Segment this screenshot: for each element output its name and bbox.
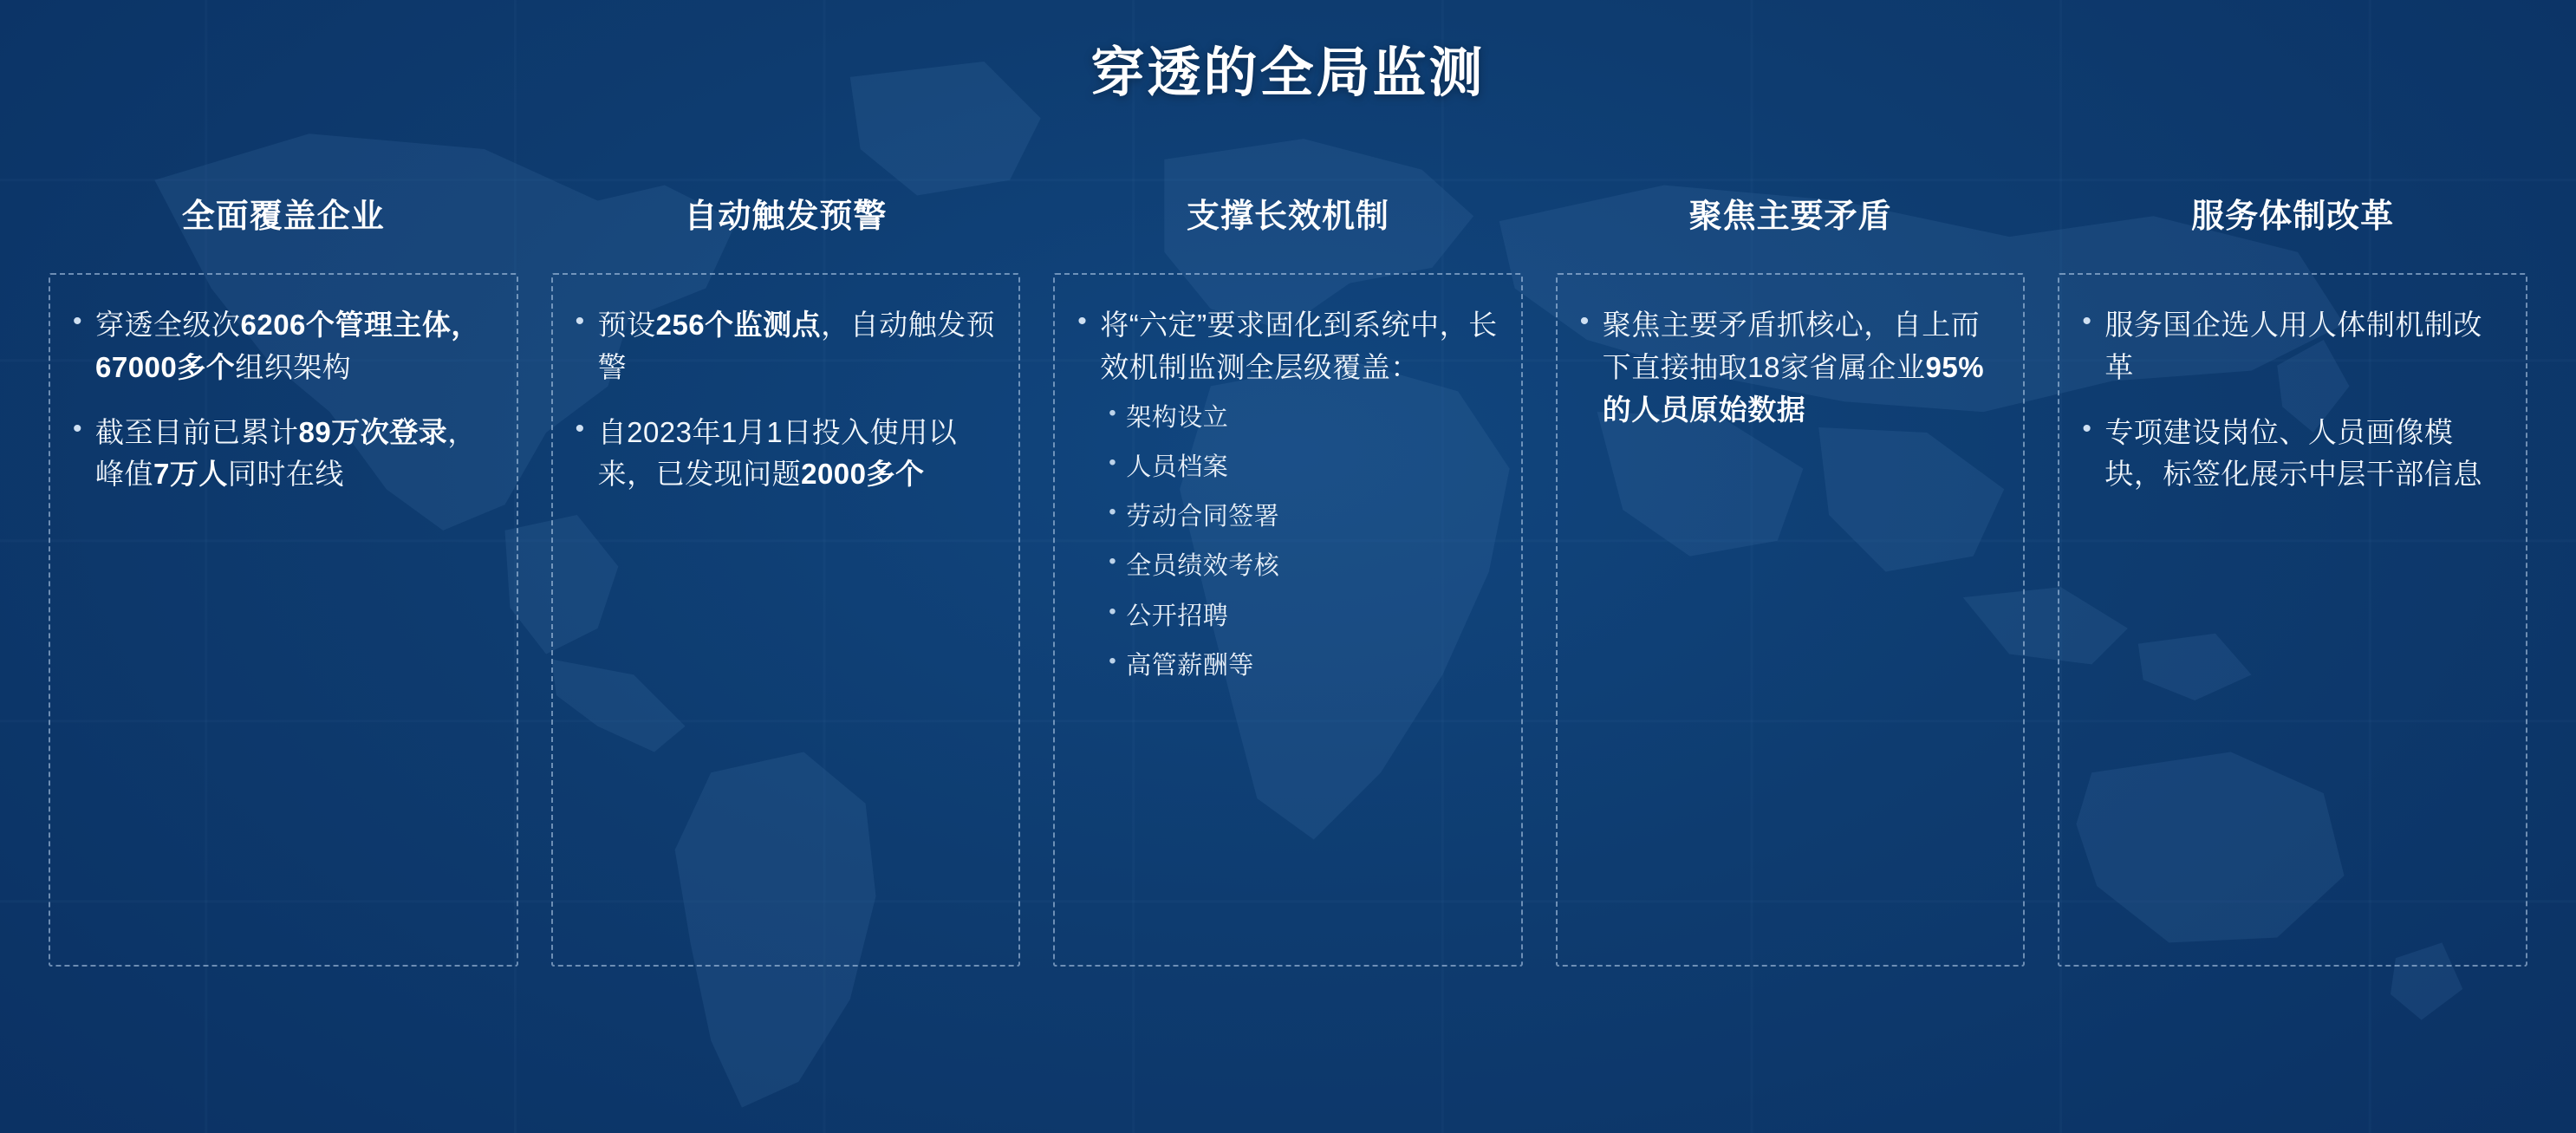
list-item bbox=[66, 412, 494, 497]
bullet-list bbox=[569, 304, 997, 496]
column-content-box bbox=[551, 273, 1021, 967]
list-item bbox=[1573, 304, 2001, 431]
bullet-text-plain: 组织架构 bbox=[235, 350, 352, 383]
bullet-text-plain: 聚焦主要矛盾抓核心，自上而下直接抽取18家省属企业 bbox=[1602, 309, 1981, 383]
bullet-text-strong: 95%的人员原始数据 bbox=[1602, 350, 1985, 426]
column-heading: 聚焦主要矛盾 bbox=[1688, 199, 1892, 235]
list-item bbox=[2075, 412, 2503, 497]
bullet-text-plain: 将“六定”要求固化到系统中，长效机制监测全层级覆盖： bbox=[1100, 309, 1498, 383]
column-full-coverage bbox=[49, 189, 518, 967]
bullet-text-strong: 256个监测点 bbox=[655, 309, 822, 341]
page-title: 穿透的全局监测 bbox=[1090, 43, 1486, 103]
list-item bbox=[569, 412, 997, 497]
column-key-contradiction bbox=[1556, 189, 2026, 967]
bullet-text-plain: 自2023年1月1日投入使用以来，已发现问题 bbox=[597, 415, 958, 491]
bullet-text-plain: 同时在线 bbox=[227, 458, 344, 491]
bullet-text-plain: 服务国企选人用人体制机制改革 bbox=[2104, 309, 2482, 383]
column-system-reform bbox=[2058, 189, 2527, 967]
sub-list-item: • 全员绩效考核 bbox=[1100, 550, 1499, 583]
column-content-box bbox=[1556, 273, 2026, 967]
bullet-text-plain: 预设 bbox=[597, 309, 656, 341]
bullet-list bbox=[1070, 304, 1499, 682]
bullet-text-strong: 89万次登录 bbox=[298, 415, 448, 448]
bullet-text-plain: 专项建设岗位、人员画像模块，标签化展示中层干部信息 bbox=[2104, 415, 2482, 491]
column-content-box bbox=[49, 273, 518, 967]
bullet-list bbox=[2075, 304, 2503, 496]
columns-container bbox=[49, 189, 2527, 967]
sub-list-item: • 公开招聘 bbox=[1100, 600, 1499, 633]
sub-bullet-list bbox=[1100, 401, 1499, 683]
column-heading: 支撑长效机制 bbox=[1186, 199, 1389, 235]
list-item bbox=[569, 304, 997, 389]
sub-list-item: • 劳动合同签署 bbox=[1100, 500, 1499, 533]
bullet-text-strong: 2000多个 bbox=[801, 458, 925, 491]
bullet-text-plain: 穿透全级次 bbox=[95, 309, 241, 341]
column-long-term-mechanism bbox=[1053, 189, 1523, 967]
bullet-text-plain: ，自动触发预警 bbox=[597, 309, 996, 383]
sub-list-item: • 高管薪酬等 bbox=[1100, 649, 1499, 682]
bullet-text-plain: ，峰值 bbox=[95, 415, 477, 491]
sub-list-item: • 架构设立 bbox=[1100, 401, 1499, 434]
bullet-text-plain: 截至目前已累计 bbox=[95, 415, 299, 448]
column-content-box bbox=[2058, 273, 2527, 967]
list-item bbox=[1070, 304, 1499, 682]
column-content-box bbox=[1053, 273, 1523, 967]
bullet-list bbox=[66, 304, 494, 496]
column-heading: 自动触发预警 bbox=[684, 199, 888, 235]
sub-list-item: • 人员档案 bbox=[1100, 451, 1499, 484]
bullet-text-strong: 6206个管理主体，67000多个 bbox=[95, 309, 480, 383]
column-heading: 全面覆盖企业 bbox=[181, 199, 385, 235]
column-heading: 服务体制改革 bbox=[2191, 199, 2395, 235]
list-item bbox=[2075, 304, 2503, 389]
list-item bbox=[66, 304, 494, 389]
bullet-text-strong: 7万人 bbox=[153, 458, 228, 491]
bullet-list bbox=[1573, 304, 2001, 431]
column-auto-alert bbox=[551, 189, 1021, 967]
